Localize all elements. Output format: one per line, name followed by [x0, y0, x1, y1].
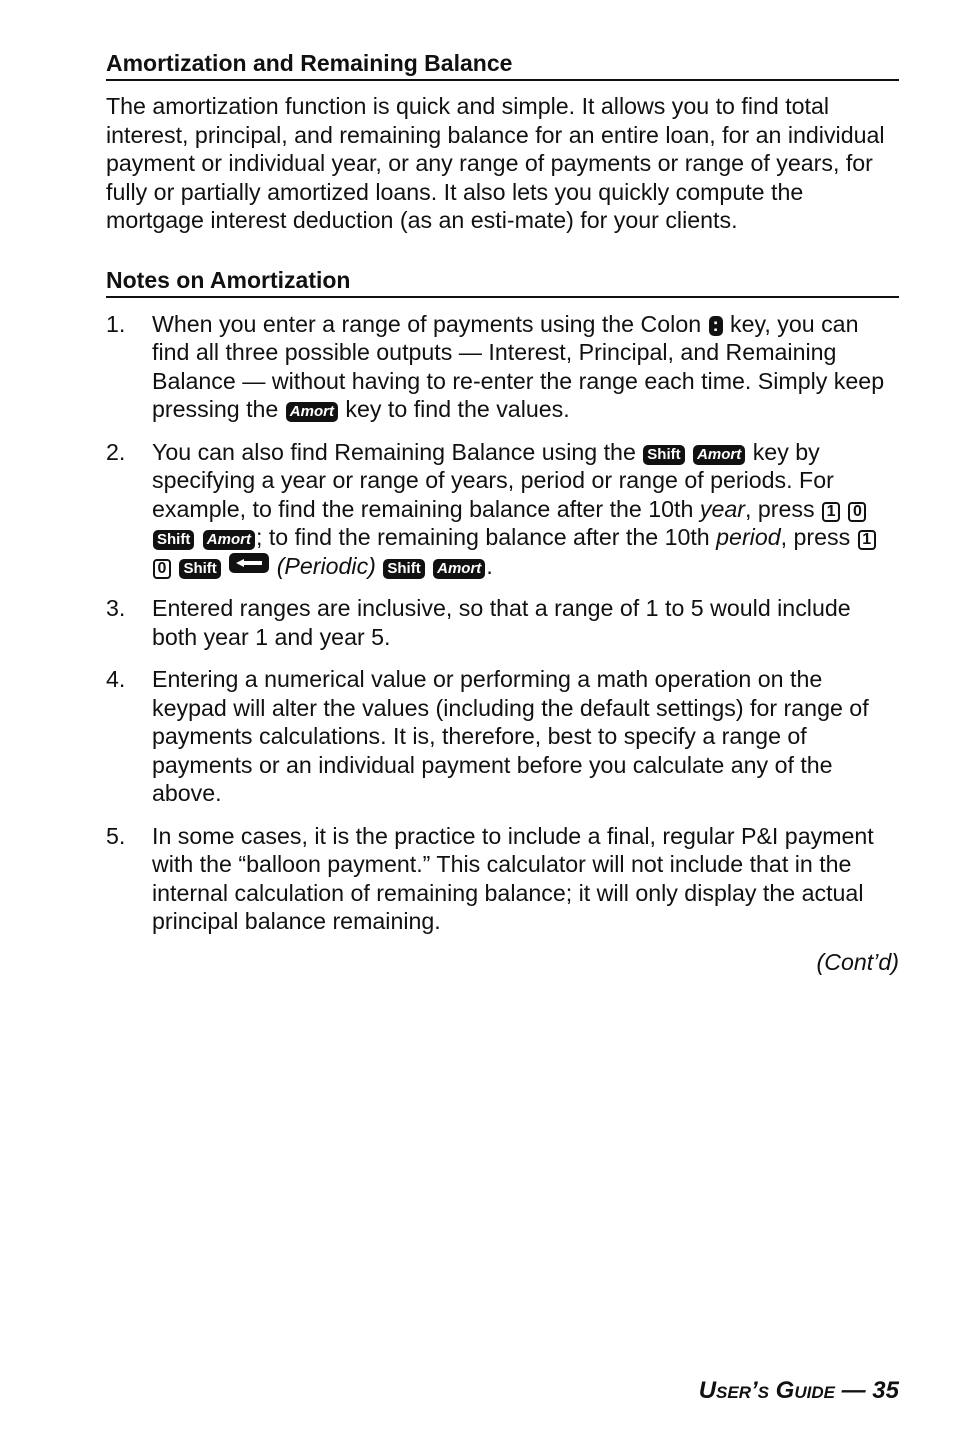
section-title-amortization: Amortization and Remaining Balance [106, 48, 899, 81]
note-text: key, you can find all three possible outputs — Interest, Principal, and Remaining Balance — without having to re-enter the range each time. Simply keep pressing the [152, 310, 885, 422]
continued-label: (Cont’d) [816, 948, 899, 975]
note-text: press [757, 495, 815, 522]
zero-key-icon: 0 [848, 502, 866, 522]
backspace-arrow-key-icon [229, 553, 269, 573]
note-number: 3. [106, 595, 126, 621]
note-text: You can also find Remaining Balance using the [152, 438, 636, 465]
page-footer: User’s Guide — 35 [698, 1377, 899, 1404]
amort-key-icon: Amort [693, 445, 745, 465]
note-number: 4. [106, 666, 126, 692]
colon-key-icon: : [709, 316, 723, 336]
section-title-notes: Notes on Amortization [106, 265, 899, 298]
one-key-icon: 1 [858, 530, 876, 550]
intro-paragraph: The amortization function is quick and simple. It allows you to find total interest, principal, and remaining balance for an entire loan, for an individual payment or individual year, or any range of payments or range of years, for fully or partially amortized loans. It also lets you quickly compute the mortgage interest deduction (as an esti-mate) for your clients. [106, 93, 885, 233]
note-emphasis: (Periodic) [276, 552, 376, 579]
note-text: key to find the values. [345, 396, 570, 422]
note-text: , [744, 495, 752, 522]
note-text: key by specifying a year or range of years, period or range of periods. For example, to find the remaining balance after the 10th [152, 438, 834, 522]
note-text: Entering a numerical value or performing a math operation on the keypad will alter the values (including the default settings) for range of payments calculations. It is, therefore, best to specify a range of payments or an individual payment before you calculate any of the above. [152, 666, 869, 806]
amort-key-icon: Amort [433, 559, 485, 579]
note-item-1 [106, 310, 899, 424]
note-number: 2. [106, 438, 126, 465]
note-text: . [486, 552, 493, 579]
note-emphasis: period [716, 524, 781, 550]
note-text: Entered ranges are inclusive, so that a range of 1 to 5 would include both year 1 and year 5. [152, 595, 851, 650]
note-emphasis: year [699, 495, 745, 522]
note-item-5 [106, 822, 899, 936]
shift-key-icon: Shift [153, 530, 194, 550]
note-text: , press [780, 524, 851, 550]
note-item-3 [106, 594, 899, 651]
notes-list [106, 310, 899, 936]
note-number: 5. [106, 822, 126, 849]
note-text: In some cases, it is the practice to include a final, regular P&I payment with the “balloon payment.” This calculator will not include that in the internal calculation of remaining balance; it will only display the actual principal balance remaining. [152, 822, 874, 934]
zero-key-icon: 0 [153, 559, 171, 579]
note-item-2 [106, 438, 899, 581]
shift-key-icon: Shift [643, 445, 684, 465]
note-number: 1. [106, 310, 126, 337]
page [106, 48, 899, 976]
one-key-icon: 1 [822, 502, 840, 522]
shift-key-icon: Shift [179, 559, 220, 579]
note-text: ; to find the remaining balance after the 10th [255, 524, 710, 550]
amort-key-icon: Amort [203, 530, 255, 550]
note-item-4 [106, 665, 899, 808]
shift-key-icon: Shift [383, 559, 424, 579]
note-text: When you enter a range of payments using the Colon [152, 310, 702, 337]
amort-key-icon: Amort [286, 402, 338, 422]
